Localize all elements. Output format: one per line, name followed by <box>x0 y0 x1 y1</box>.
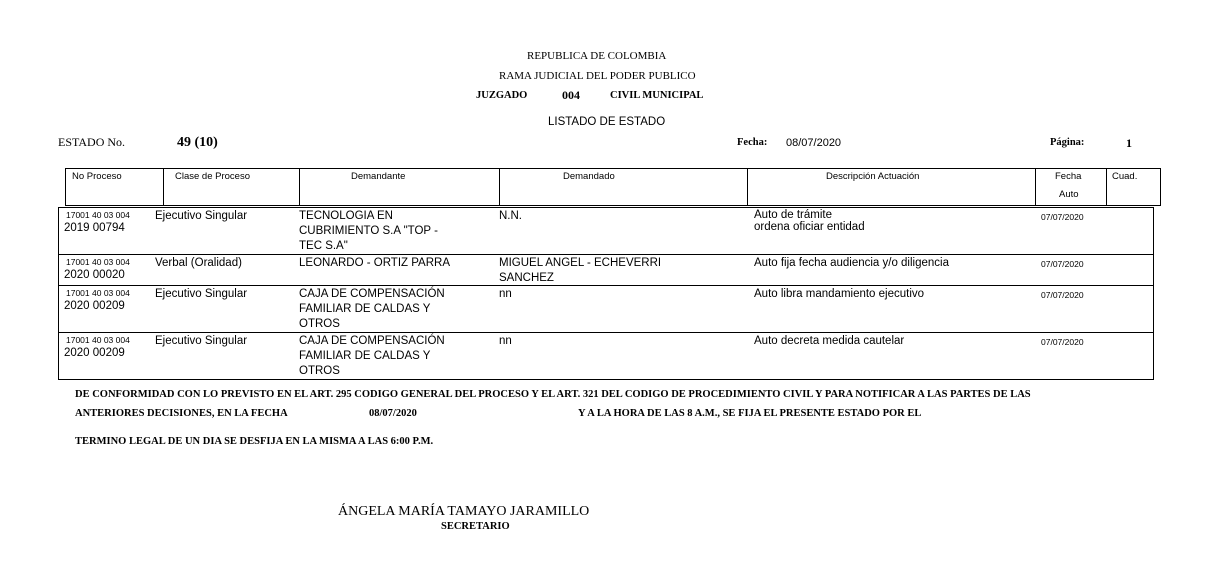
demandante: CAJA DE COMPENSACIÓN FAMILIAR DE CALDAS Y OTROS <box>299 335 445 377</box>
fecha-auto: 07/07/2020 <box>1041 290 1084 300</box>
year-number: 2020 00209 <box>64 300 125 312</box>
footer-line-3: TERMINO LEGAL DE UN DIA SE DESFIJA EN LA MISMA A LAS 6:00 P.M. <box>75 436 434 447</box>
table-row <box>59 286 1153 333</box>
signature-name: ÁNGELA MARÍA TAMAYO JARAMILLO <box>338 504 590 519</box>
clase: Verbal (Oralidad) <box>155 257 242 269</box>
col-demandante: Demandante <box>299 169 500 205</box>
col-demandado: Demandado <box>499 169 748 205</box>
clase: Ejecutivo Singular <box>155 210 248 222</box>
table-body <box>58 207 1154 380</box>
table-row <box>59 333 1153 379</box>
radicado: 17001 40 03 004 <box>66 335 130 345</box>
rama-heading: RAMA JUDICIAL DEL PODER PUBLICO <box>499 70 696 82</box>
year-number: 2020 00020 <box>64 269 125 281</box>
pagina-label: Página: <box>1050 137 1085 148</box>
fecha-value: 08/07/2020 <box>786 137 842 149</box>
col-cuad: Cuad. <box>1112 171 1138 182</box>
table-row <box>59 255 1153 286</box>
juzgado-label: JUZGADO <box>476 90 528 101</box>
demandante: TECNOLOGIA EN CUBRIMIENTO S.A "TOP - TEC S.A" <box>299 210 438 252</box>
estado-label: ESTADO No. <box>58 135 126 149</box>
footer-line-2b: Y A LA HORA DE LAS 8 A.M., SE FIJA EL PRESENTE ESTADO POR EL <box>578 408 922 419</box>
footer-line-1: DE CONFORMIDAD CON LO PREVISTO EN EL ART. 295 CODIGO GENERAL DEL PROCESO Y EL ART. 321 DEL CODIGO DE PROCEDIMIENTO CIVIL Y PARA NOTIFICAR A LAS PARTES DE LAS <box>75 389 1031 400</box>
juzgado-number: 004 <box>562 88 580 102</box>
descripcion: Auto decreta medida cautelar <box>754 335 905 347</box>
demandante: CAJA DE COMPENSACIÓN FAMILIAR DE CALDAS Y OTROS <box>299 288 445 330</box>
pagina-value: 1 <box>1126 136 1132 150</box>
radicado: 17001 40 03 004 <box>66 257 130 267</box>
col-no-proceso: No Proceso <box>66 169 164 205</box>
fecha-auto: 07/07/2020 <box>1041 259 1084 269</box>
year-number: 2020 00209 <box>64 347 125 359</box>
radicado: 17001 40 03 004 <box>66 288 130 298</box>
table-row <box>59 208 1153 255</box>
col-fecha: Fecha Auto <box>1035 169 1107 205</box>
radicado: 17001 40 03 004 <box>66 210 130 220</box>
descripcion: Auto fija fecha audiencia y/o diligencia <box>754 257 949 269</box>
col-descripcion: Descripción Actuación <box>747 169 1036 205</box>
demandado: N.N. <box>499 210 522 222</box>
demandado: nn <box>499 288 512 300</box>
juzgado-type: CIVIL MUNICIPAL <box>610 90 704 101</box>
footer-line-2a: ANTERIORES DECISIONES, EN LA FECHA <box>75 408 288 419</box>
demandado: nn <box>499 335 512 347</box>
republica-heading: REPUBLICA DE COLOMBIA <box>527 50 667 62</box>
col-clase: Clase de Proceso <box>163 169 300 205</box>
signature-title: SECRETARIO <box>441 521 510 532</box>
clase: Ejecutivo Singular <box>155 335 248 347</box>
clase: Ejecutivo Singular <box>155 288 248 300</box>
footer-date: 08/07/2020 <box>369 408 417 419</box>
fecha-label: Fecha: <box>737 137 768 148</box>
demandado: MIGUEL ANGEL - ECHEVERRI SANCHEZ <box>499 257 662 284</box>
estado-value: 49 (10) <box>177 135 218 150</box>
listado-title: LISTADO DE ESTADO <box>548 116 666 128</box>
fecha-auto: 07/07/2020 <box>1041 212 1084 222</box>
descripcion: Auto de trámite ordena oficiar entidad <box>754 209 865 233</box>
fecha-auto: 07/07/2020 <box>1041 337 1084 347</box>
table-header <box>65 168 1161 206</box>
descripcion: Auto libra mandamiento ejecutivo <box>754 288 925 300</box>
year-number: 2019 00794 <box>64 222 125 234</box>
demandante: LEONARDO - ORTIZ PARRA <box>299 257 451 269</box>
